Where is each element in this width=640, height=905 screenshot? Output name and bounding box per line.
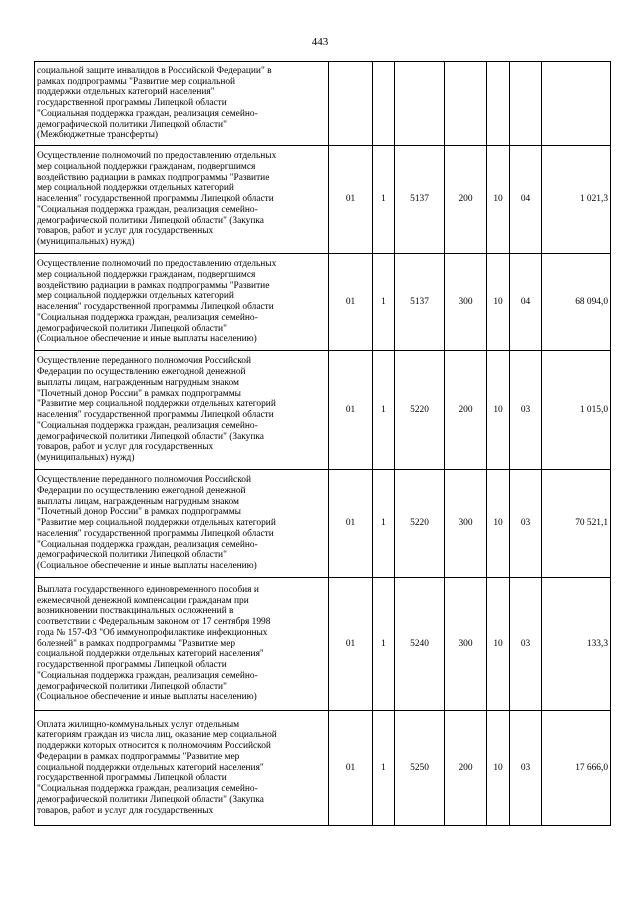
row-section-code: 10 — [487, 351, 510, 470]
row-expense-type-code: 300 — [445, 578, 487, 711]
row-description: Осуществление полномочий по предоставлению отдельных мер социальной поддержки гражданам, подвергшимся воздействию радиации в рамках подпрограммы "Развитие мер социальной поддержки отдельных категорий населения" государственной программы Липецкой области "Социальная поддержка граждан, реализация семейно- демографической политики Липецкой области" (Закупка товаров, работ и услуг для государственных (муниципальных) нужд) — [35, 146, 329, 254]
row-description: Осуществление переданного полномочия Российской Федерации по осуществлению ежегодной денежной выплаты лицам, награжденным нагрудным знаком "Почетный донор России" в рамках подпрограммы "Развитие мер социальной поддержки отдельных категорий населения" государственной программы Липецкой области "Социальная поддержка граждан, реализация семейно- демографической политики Липецкой области" (Закупка товаров, работ и услуг для государственных (муниципальных) нужд) — [35, 351, 329, 470]
row-program-code: 1 — [373, 351, 395, 470]
table-row — [35, 351, 611, 470]
row-program-code: 1 — [373, 146, 395, 254]
row-target-article-code: 5240 — [395, 578, 445, 711]
row-amount: 1 021,3 — [542, 146, 611, 254]
table-row — [35, 578, 611, 711]
row-ministry-code: 01 — [329, 146, 373, 254]
row-description: Осуществление полномочий по предоставлению отдельных мер социальной поддержки гражданам, подвергшимся воздействию радиации в рамках подпрограммы "Развитие мер социальной поддержки отдельных категорий населения" государственной программы Липецкой области "Социальная поддержка граждан, реализация семейно- демографической политики Липецкой области" (Социальное обеспечение и иные выплаты населению) — [35, 254, 329, 351]
budget-table — [34, 61, 611, 826]
table-body — [35, 62, 611, 826]
row-ministry-code: 01 — [329, 578, 373, 711]
row-amount: 17 666,0 — [542, 711, 611, 826]
row-subsection-code: 03 — [510, 711, 542, 826]
row-expense-type-code: 300 — [445, 254, 487, 351]
row-target-article-code: 5220 — [395, 470, 445, 578]
row-subsection-code: 04 — [510, 254, 542, 351]
row-amount: 1 015,0 — [542, 351, 611, 470]
row-ministry-code: 01 — [329, 711, 373, 826]
row-description: Осуществление переданного полномочия Российской Федерации по осуществлению ежегодной денежной выплаты лицам, награжденным нагрудным знаком "Почетный донор России" в рамках подпрограммы "Развитие мер социальной поддержки отдельных категорий населения" государственной программы Липецкой области "Социальная поддержка граждан, реализация семейно- демографической политики Липецкой области" (Социальное обеспечение и иные выплаты населению) — [35, 470, 329, 578]
row-subsection-code: 04 — [510, 146, 542, 254]
row-section-code — [487, 62, 510, 146]
row-ministry-code: 01 — [329, 470, 373, 578]
row-ministry-code: 01 — [329, 351, 373, 470]
row-ministry-code — [329, 62, 373, 146]
row-section-code: 10 — [487, 254, 510, 351]
row-target-article-code: 5137 — [395, 146, 445, 254]
table-row — [35, 711, 611, 826]
row-amount: 133,3 — [542, 578, 611, 711]
row-program-code — [373, 62, 395, 146]
row-program-code: 1 — [373, 578, 395, 711]
row-target-article-code: 5250 — [395, 711, 445, 826]
row-expense-type-code: 200 — [445, 146, 487, 254]
row-description: социальной защите инвалидов в Российской Федерации" в рамках подпрограммы "Развитие мер социальной поддержки отдельных категорий населения" государственной программы Липецкой области "Социальная поддержка граждан, реализация семейно- демографической политики Липецкой области" (Межбюджетные трансферты) — [35, 62, 329, 146]
row-ministry-code: 01 — [329, 254, 373, 351]
row-section-code: 10 — [487, 711, 510, 826]
row-amount: 68 094,0 — [542, 254, 611, 351]
row-target-article-code — [395, 62, 445, 146]
table-row — [35, 254, 611, 351]
row-amount: 70 521,1 — [542, 470, 611, 578]
row-target-article-code: 5220 — [395, 351, 445, 470]
row-program-code: 1 — [373, 254, 395, 351]
row-section-code: 10 — [487, 146, 510, 254]
row-subsection-code: 03 — [510, 578, 542, 711]
table-row — [35, 146, 611, 254]
table-row — [35, 62, 611, 146]
row-subsection-code — [510, 62, 542, 146]
row-program-code: 1 — [373, 470, 395, 578]
table-row — [35, 470, 611, 578]
row-section-code: 10 — [487, 578, 510, 711]
row-expense-type-code: 200 — [445, 711, 487, 826]
row-expense-type-code — [445, 62, 487, 146]
row-expense-type-code: 200 — [445, 351, 487, 470]
row-target-article-code: 5137 — [395, 254, 445, 351]
row-description: Оплата жилищно-коммунальных услуг отдельным категориям граждан из числа лиц, оказание мер социальной поддержки которых относится к полномочиям Российской Федерации в рамках подпрограммы "Развитие мер социальной поддержки отдельных категорий населения" государственной программы Липецкой области "Социальная поддержка граждан, реализация семейно- демографической политики Липецкой области" (Закупка товаров, работ и услуг для государственных — [35, 711, 329, 826]
row-amount — [542, 62, 611, 146]
row-description: Выплата государственного единовременного пособия и ежемесячной денежной компенсации гражданам при возникновении поствакцинальных осложнений в соответствии с Федеральным законом от 17 сентября 1998 года № 157-ФЗ "Об иммунопрофилактике инфекционных болезней" в рамках подпрограммы "Развитие мер социальной поддержки отдельных категорий населения" государственной программы Липецкой области "Социальная поддержка граждан, реализация семейно- демографической политики Липецкой области" (Социальное обеспечение и иные выплаты населению) — [35, 578, 329, 711]
row-subsection-code: 03 — [510, 351, 542, 470]
row-subsection-code: 03 — [510, 470, 542, 578]
row-expense-type-code: 300 — [445, 470, 487, 578]
page-number: 443 — [311, 36, 329, 48]
row-section-code: 10 — [487, 470, 510, 578]
row-program-code: 1 — [373, 711, 395, 826]
